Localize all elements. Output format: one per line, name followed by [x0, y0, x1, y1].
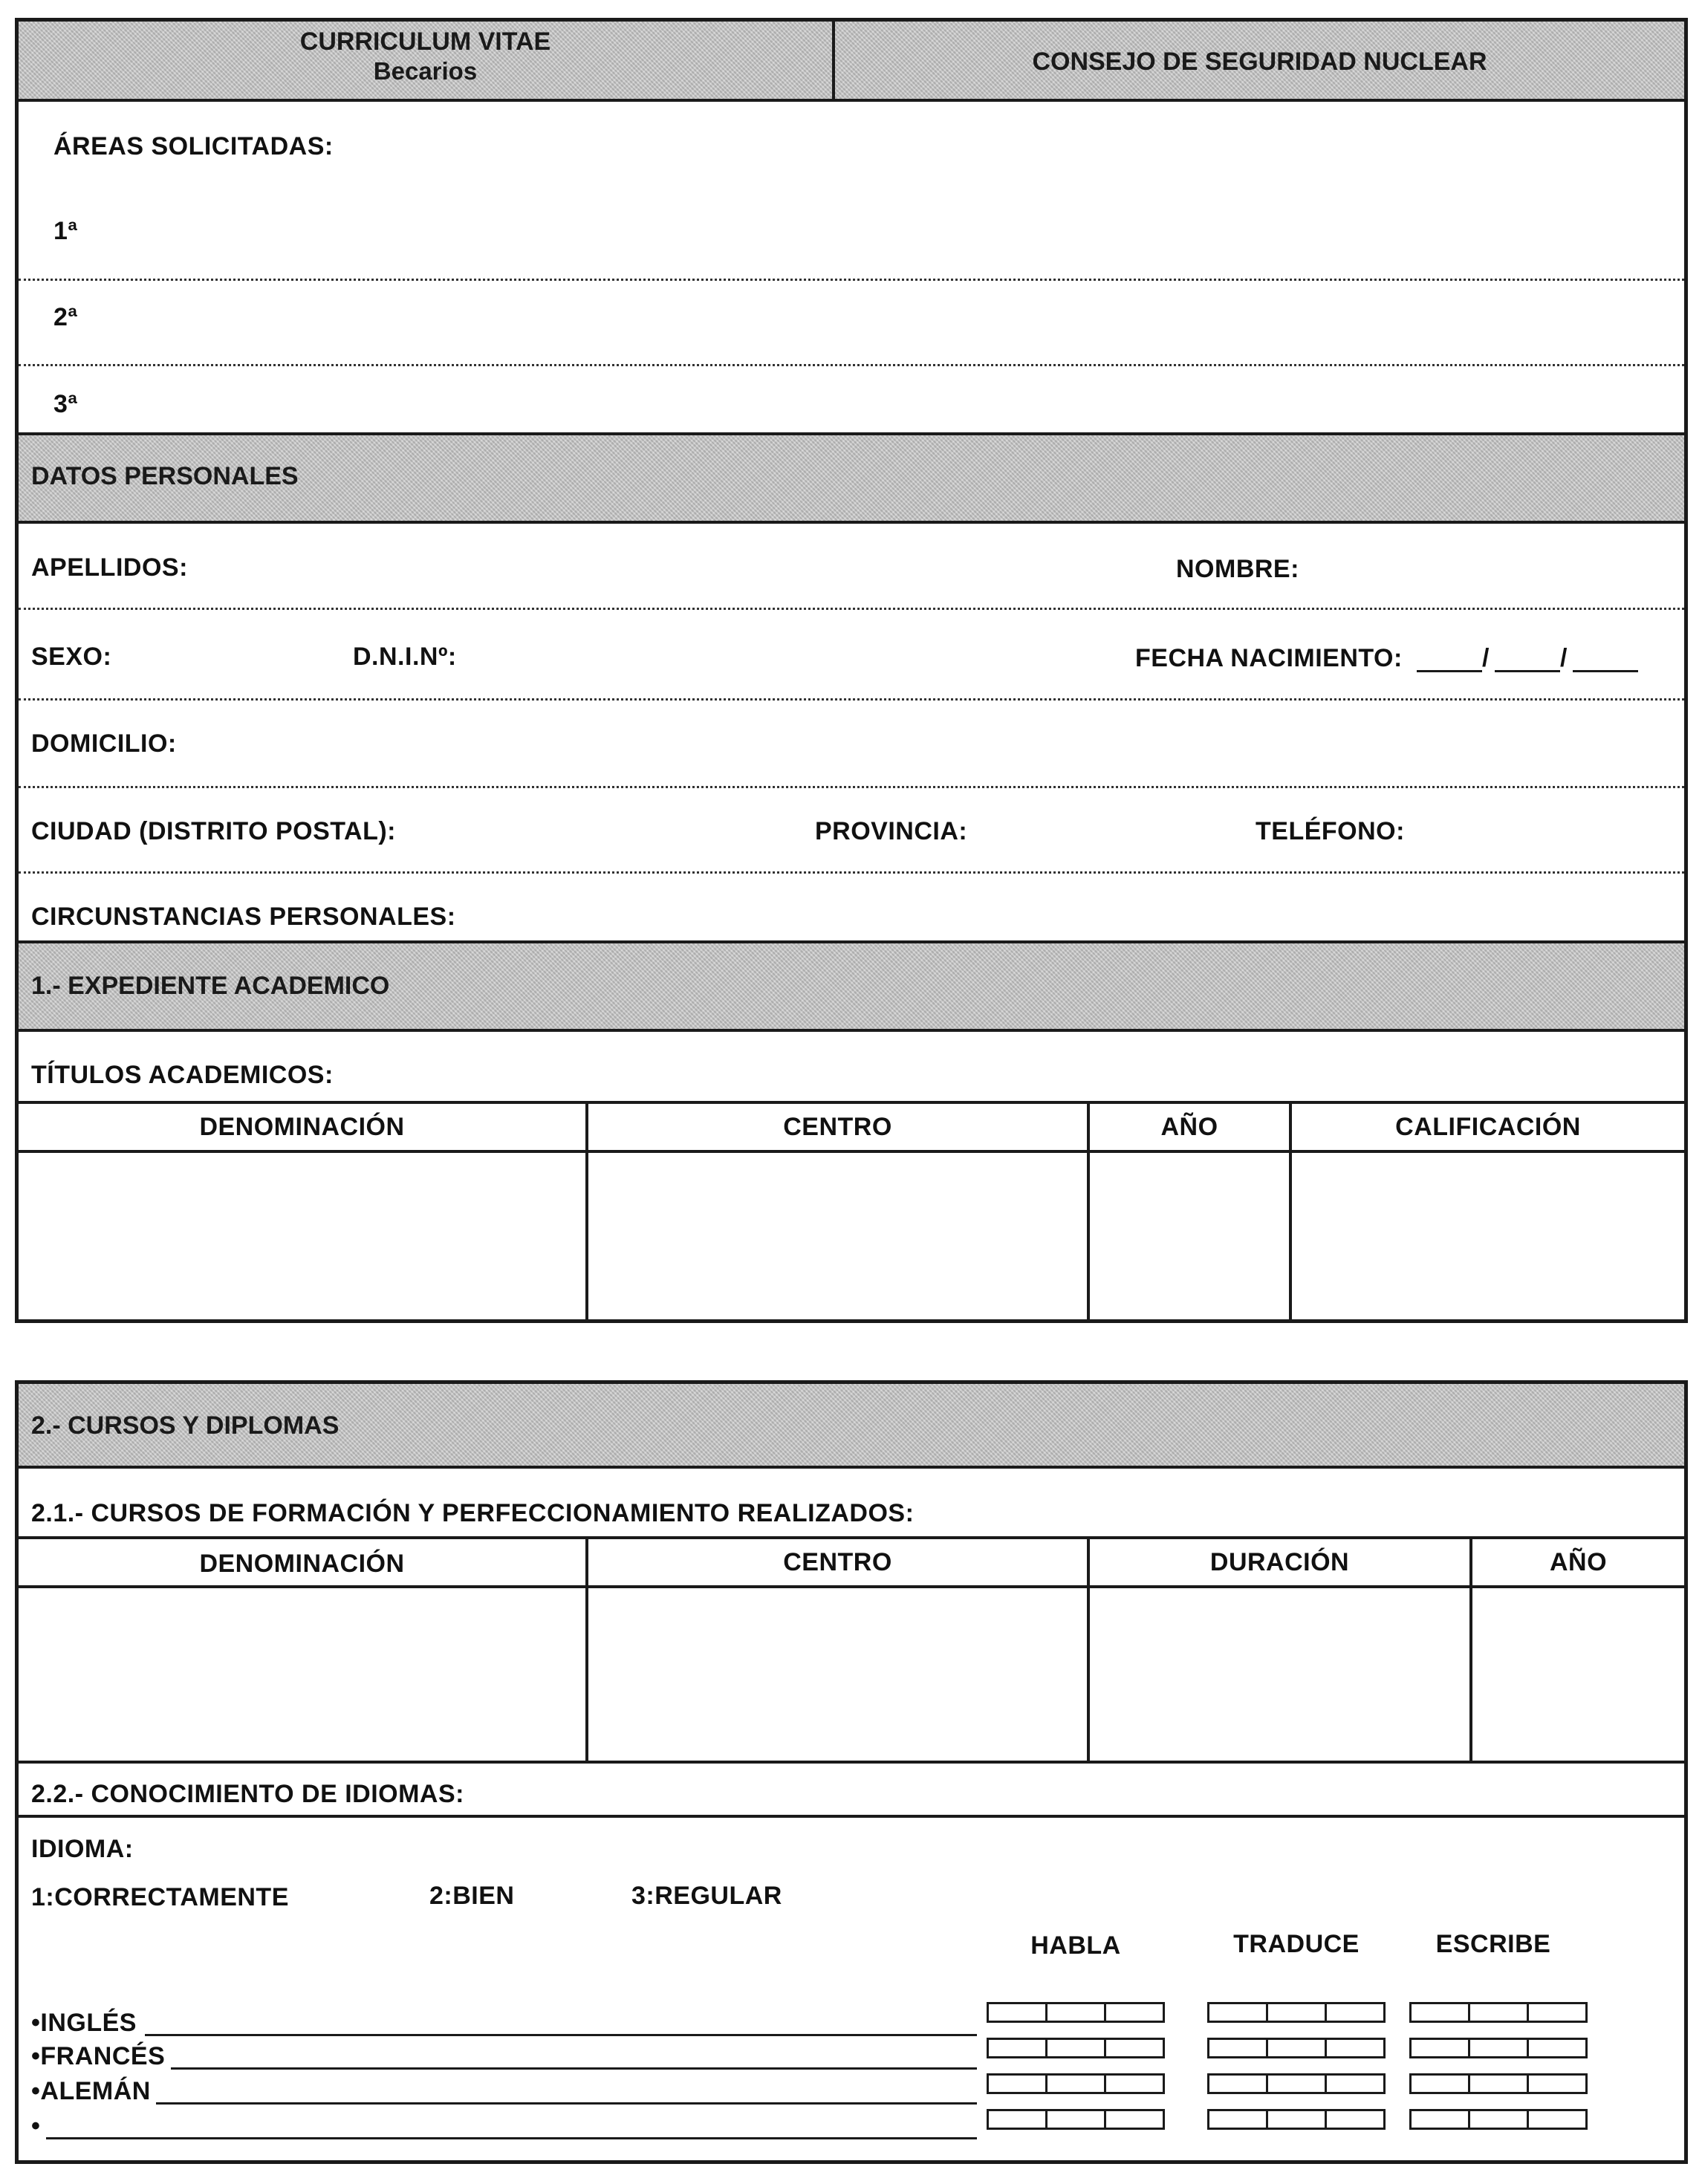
area-option-2[interactable]: 2ª: [53, 303, 78, 331]
escribe-level-boxes[interactable]: [1409, 2109, 1588, 2130]
habla-level-boxes[interactable]: [987, 2109, 1165, 2130]
scale-regular: 3:REGULAR: [631, 1882, 782, 1910]
habla-level-boxes[interactable]: [987, 2073, 1165, 2094]
habla-level-boxes[interactable]: [987, 2002, 1165, 2023]
personal-data-heading: DATOS PERSONALES: [31, 462, 299, 490]
domicilio-label: DOMICILIO:: [31, 729, 177, 758]
form-title-line1: CURRICULUM VITAE: [299, 27, 551, 56]
language-frances-line[interactable]: [171, 2067, 977, 2070]
header-bottom-rule: [19, 99, 1684, 102]
section-rule: [19, 521, 1684, 524]
academic-heading: 1.- EXPEDIENTE ACADEMICO: [31, 972, 390, 1000]
apellidos-label: APELLIDOS:: [31, 553, 188, 582]
ciudad-label: CIUDAD (DISTRITO POSTAL):: [31, 817, 396, 845]
academic-col-calificacion: CALIFICACIÓN: [1395, 1113, 1581, 1141]
academic-col-denominacion: DENOMINACIÓN: [199, 1113, 405, 1141]
area-divider: [19, 364, 1684, 366]
dni-label: D.N.I.Nº:: [353, 643, 457, 671]
courses-col-centro: CENTRO: [783, 1548, 892, 1576]
skill-habla: HABLA: [1030, 1931, 1121, 1960]
courses-entry-area[interactable]: [19, 1588, 1684, 1758]
fecha-year-field[interactable]: [1573, 670, 1638, 672]
courses-col-ano: AÑO: [1549, 1548, 1608, 1576]
field-divider: [19, 871, 1684, 874]
language-other-label: •: [31, 2112, 41, 2140]
sexo-label: SEXO:: [31, 643, 112, 671]
form-title-line2: Becarios: [373, 57, 478, 85]
fecha-separator: /: [1560, 644, 1568, 672]
telefono-label: TELÉFONO:: [1256, 817, 1405, 845]
section-rule: [19, 1029, 1684, 1032]
field-divider: [19, 608, 1684, 610]
fecha-nacimiento-label: FECHA NACIMIENTO:: [1135, 644, 1403, 672]
table-bottom-rule: [19, 1761, 1684, 1764]
traduce-level-boxes[interactable]: [1207, 2109, 1386, 2130]
areas-heading: ÁREAS SOLICITADAS:: [53, 132, 334, 160]
skill-traduce: TRADUCE: [1233, 1930, 1360, 1958]
courses-col-duracion: DURACIÓN: [1209, 1548, 1350, 1576]
circunstancias-label: CIRCUNSTANCIAS PERSONALES:: [31, 903, 456, 931]
area-divider: [19, 279, 1684, 281]
language-ingles-line[interactable]: [145, 2034, 977, 2036]
area-option-1[interactable]: 1ª: [53, 217, 78, 245]
section-rule: [19, 1815, 1684, 1818]
language-aleman-line[interactable]: [156, 2102, 977, 2105]
field-divider: [19, 698, 1684, 701]
field-divider: [19, 786, 1684, 788]
language-other-line[interactable]: [46, 2137, 977, 2139]
language-ingles-label: •INGLÉS: [31, 2009, 137, 2037]
titulos-label: TÍTULOS ACADEMICOS:: [31, 1061, 334, 1089]
table-top-rule: [19, 1101, 1684, 1104]
section-rule: [19, 1466, 1684, 1469]
provincia-label: PROVINCIA:: [815, 817, 968, 845]
habla-level-boxes[interactable]: [987, 2038, 1165, 2058]
escribe-level-boxes[interactable]: [1409, 2038, 1588, 2058]
courses-heading: 2.- CURSOS Y DIPLOMAS: [31, 1411, 340, 1440]
idioma-label: IDIOMA:: [31, 1835, 134, 1863]
nombre-label: NOMBRE:: [1176, 555, 1299, 583]
organization-name: CONSEJO DE SEGURIDAD NUCLEAR: [1032, 48, 1487, 76]
academic-col-centro: CENTRO: [783, 1113, 892, 1141]
scale-correctamente: 1:CORRECTAMENTE: [31, 1883, 289, 1911]
courses-col-denominacion: DENOMINACIÓN: [199, 1550, 405, 1578]
traduce-level-boxes[interactable]: [1207, 2002, 1386, 2023]
form-title: [19, 27, 832, 86]
language-aleman-label: •ALEMÁN: [31, 2077, 151, 2105]
traduce-level-boxes[interactable]: [1207, 2038, 1386, 2058]
fecha-day-field[interactable]: [1417, 670, 1482, 672]
academic-col-ano: AÑO: [1160, 1113, 1218, 1141]
area-option-3[interactable]: 3ª: [53, 390, 78, 418]
scale-bien: 2:BIEN: [429, 1882, 515, 1910]
fecha-month-field[interactable]: [1495, 670, 1560, 672]
escribe-level-boxes[interactable]: [1409, 2073, 1588, 2094]
table-top-rule: [19, 1536, 1684, 1539]
language-frances-label: •FRANCÉS: [31, 2042, 166, 2070]
courses-sub1-label: 2.1.- CURSOS DE FORMACIÓN Y PERFECCIONAMIENTO REALIZADOS:: [31, 1499, 915, 1527]
skill-escribe: ESCRIBE: [1435, 1930, 1551, 1958]
fecha-separator: /: [1482, 644, 1490, 672]
courses-sub2-label: 2.2.- CONOCIMIENTO DE IDIOMAS:: [31, 1780, 464, 1808]
traduce-level-boxes[interactable]: [1207, 2073, 1386, 2094]
escribe-level-boxes[interactable]: [1409, 2002, 1588, 2023]
academic-entry-area[interactable]: [19, 1153, 1684, 1319]
